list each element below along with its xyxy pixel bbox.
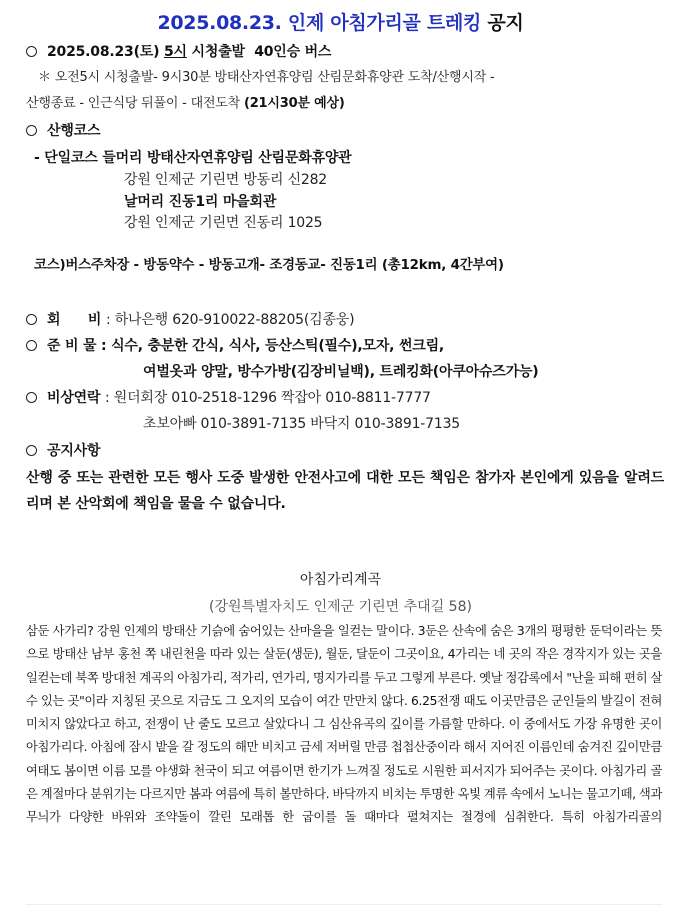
fee-line — [26, 310, 354, 330]
page-divider — [26, 904, 662, 905]
article-body-text: 삼둔 사가리? 강원 인제의 방태산 기슭에 숨어있는 산마을을 일컫는 말이다. 3둔은 산속에 숨은 3개의 평평한 둔덕이라는 뜻으로 방태산 남부 홍천 쪽 내린천을 따라 있는 살둔(생둔), 월둔, 달둔이 그곳이요, 4가리는 네 곳의 작은 경작지가 있는 곳을 일컫는데 북쪽 방대천 계곡의 아침가리, 적가리, 연가리, 명지가리를 두고 그렇게 부른다. 옛날 정감록에서 "난을 피해 편히 살 수 있는 곳"이라 지칭된 곳으로 지금도 그 오지의 모습이 여간 만만치 않다. 6.25전쟁 때도 이곳만큼은 군인들의 발길이 전혀 미치지 않았다고 하고, 전쟁이 난 줄도 모르고 살았다니 그 심산유곡의 깊이를 가름할 만하다. 이 중에서도 가장 유명한 곳이 아침가리다. 아침에 잠시 밭을 갈 정도의 해만 비치고 금세 저버릴 만큼 첩첩산중이라 해서 지어진 이름인데 숨겨진 깊이만큼 여태도 봄이면 이름 모를 야생화 천국이 되고 여름이면 한기가 느껴질 정도로 시원한 피서지가 되어주는 곳이다. 아침가리 골은 계절마다 분위기는 다르지만 봄과 여름에 특히 볼만하다. 바닥까지 비치는 투명한 옥빛 계류 속에서 노니는 물고기떼, 색과 무늬가 다양한 바위와 조약돌이 깔린 모래톱 한 굽이를 돌 때마다 펼쳐지는 절경에 심취한다. 특히 아침가리골의 — [26, 624, 662, 825]
page-title — [0, 8, 681, 35]
prep-items-1: : 식수, 충분한 간식, 식사, 등산스틱(필수),모자, 썬크림, — [101, 338, 445, 354]
prep-label: 준 비 물 — [47, 338, 97, 354]
course-type: - 단일코스 — [34, 150, 98, 166]
schedule-bus: 40인승 버스 — [254, 44, 332, 60]
article-title: 아침가리계곡 — [299, 572, 382, 588]
schedule-detail-eta: (21시30분 예상) — [243, 96, 345, 111]
schedule-detail-line-2 — [26, 94, 345, 114]
bullet-circle-icon — [26, 46, 37, 57]
course-heading-label: 산행코스 — [47, 123, 101, 139]
fee-label: 회 비 — [47, 312, 102, 328]
schedule-departure: 시청출발 — [191, 44, 245, 60]
schedule-detail-line-1: ＊ 오전5시 시청출발- 9시30분 방태산자연휴양림 산림문화휴양관 도착/산행시작 - — [38, 70, 495, 85]
bullet-circle-icon — [26, 125, 37, 136]
bullet-circle-icon — [26, 445, 37, 456]
course-start-name: 방태산자연휴양림 산림문화휴양관 — [146, 150, 352, 166]
contact-value-2: 초보아빠 010-3891-7135 바닥지 010-3891-7135 — [143, 416, 460, 432]
course-heading — [26, 121, 100, 141]
bullet-circle-icon — [26, 314, 37, 325]
page-title-main: 2025.08.23. 인제 아침가리골 트레킹 — [157, 12, 482, 34]
prep-line-1 — [26, 336, 444, 356]
notice-body: 산행 중 또는 관련한 모든 행사 도중 발생한 안전사고에 대한 모든 책임은 참가자 본인에게 있음을 알려드리며 본 산악회에 책임을 물을 수 없습니다. — [26, 470, 664, 512]
schedule-detail-route: 산행종료 - 인근식당 뒤풀이 - 대전도착 — [26, 96, 241, 111]
contact-line-1 — [26, 388, 431, 408]
article-subtitle: (강원특별자치도 인제군 기린면 추대길 58) — [209, 599, 472, 615]
bullet-circle-icon — [26, 340, 37, 351]
article-body — [26, 620, 662, 830]
schedule-time: 5시 — [163, 44, 187, 60]
prep-items-2: 여벌옷과 양말, 방수가방(김장비닐백), 트레킹화(아쿠아슈즈가능) — [143, 364, 539, 380]
fee-value: : 하나은행 620-910022-88205(김종웅) — [105, 312, 355, 328]
schedule-line — [26, 42, 331, 62]
contact-label: 비상연락 — [47, 390, 101, 406]
course-route: 코스)버스주차장 - 방동약수 - 방동고개- 조경동교- 진동1리 (총12km, 4간부여) — [34, 258, 504, 273]
notice-heading-label: 공지사항 — [47, 443, 101, 459]
course-end-name: 진동1리 마을회관 — [168, 194, 277, 210]
course-end — [124, 192, 276, 212]
course-start-address: 강원 인제군 기린면 방동리 신282 — [124, 172, 328, 188]
page-title-suffix: 공지 — [487, 12, 524, 34]
schedule-date: 2025.08.23(토) — [47, 44, 160, 60]
notice-heading — [26, 441, 100, 461]
course-end-label: 날머리 — [124, 194, 164, 210]
course-start — [34, 148, 352, 168]
course-start-label: 들머리 — [102, 150, 143, 166]
course-end-address: 강원 인제군 기린면 진동리 1025 — [124, 215, 323, 231]
contact-value-1: : 원더회장 010-2518-1296 짝잡아 010-8811-7777 — [104, 390, 431, 406]
bullet-circle-icon — [26, 392, 37, 403]
